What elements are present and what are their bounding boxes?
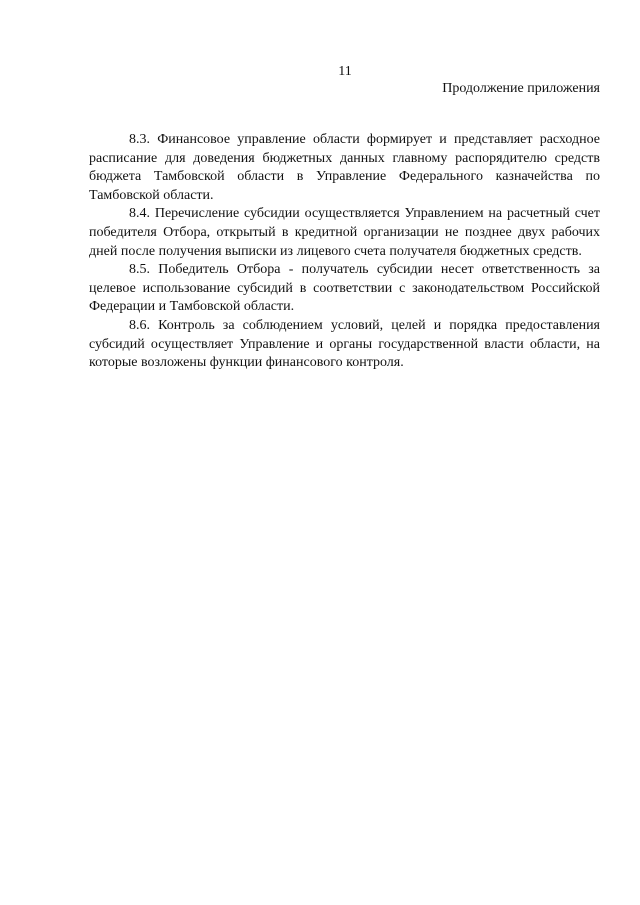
paragraph-text: Контроль за соблюдением условий, целей и порядка предоставления субсидий осуществляет Управление и органы государственной власти области, на которые возложены функции финансового контроля. bbox=[89, 317, 600, 371]
paragraph-number: 8.3. bbox=[129, 132, 150, 147]
page-number: 11 bbox=[338, 64, 352, 79]
paragraph-number: 8.5. bbox=[129, 262, 150, 278]
paragraph-8-6 bbox=[89, 317, 600, 373]
paragraph-text: Перечисление субсидии осуществляется Управлением на расчетный счет победителя Отбора, открытый в кредитной организации не позднее двух рабочих дней после получения выписки из лицевого счета получателя бюджетных средств. bbox=[89, 206, 601, 259]
paragraph-text: Финансовое управление области формирует и представляет расходное расписание для доведения бюджетных данных главному распорядителю средств бюджета Тамбовской области в Управление Федерального казначейства по Тамбовской области. bbox=[89, 132, 600, 203]
paragraph-text: Победитель Отбора - получатель субсидии несет ответственность за целевое использование субсидий в соответствии с законодательством Российской Федерации и Тамбовской области. bbox=[89, 262, 600, 315]
document-body bbox=[89, 131, 600, 373]
appendix-continuation-note: Продолжение приложения bbox=[442, 81, 600, 96]
paragraph-8-3 bbox=[89, 131, 600, 205]
paragraph-8-4 bbox=[89, 205, 600, 261]
paragraph-number: 8.6. bbox=[129, 317, 150, 333]
paragraph-number: 8.4. bbox=[129, 206, 150, 222]
paragraph-8-5 bbox=[89, 261, 600, 317]
